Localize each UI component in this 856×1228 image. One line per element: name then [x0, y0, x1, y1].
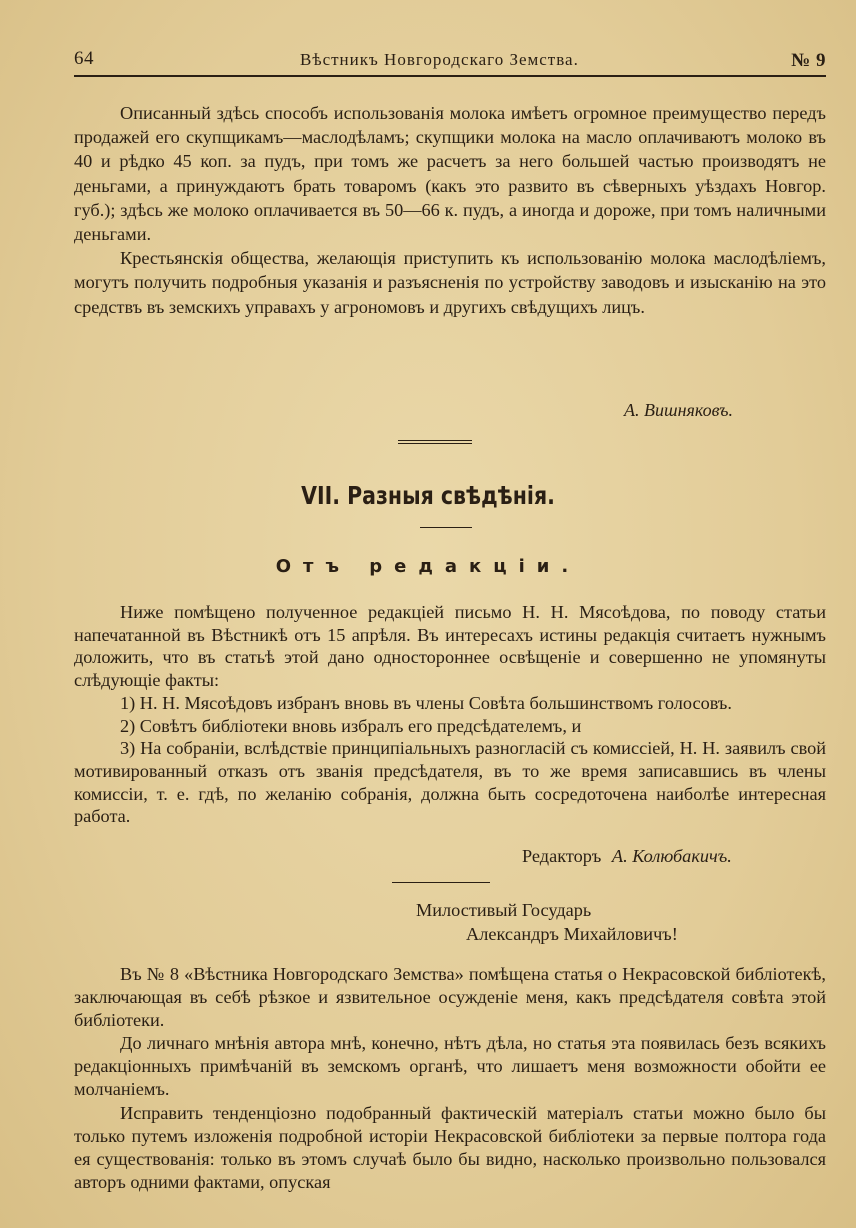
list-item: 2) Совѣтъ библіотеки вновь избралъ его предсѣдателемъ, и: [120, 715, 582, 736]
short-divider: [420, 527, 472, 528]
editor-label: Редакторъ: [522, 846, 602, 866]
list-item: 3) На собраніи, вслѣдствіе принципіальныхъ разногласій съ комиссіей, Н. Н. заявилъ свой мотивированный отказъ отъ званія предсѣдателя, въ то же время записавшись въ члены комиссіи, т. е. гдѣ, по желанію собранія, должна быть сосредоточена наиболѣе интересная работа.: [74, 738, 826, 827]
editor-signature: [522, 846, 732, 867]
salutation-line-2: Александръ Михайловичъ!: [466, 924, 678, 944]
page-number: 64: [74, 48, 94, 69]
paragraph: Ниже помѣщено полученное редакціей письмо Н. Н. Мясоѣдова, по поводу статьи напечатанной въ Вѣстникѣ отъ 15 апрѣля. Въ интересахъ истины редакція считаетъ нужнымъ доложить, что въ статьѣ этой дано одностороннее освѣщеніе и совершенно не упомянуты слѣдующіе факты:: [74, 602, 826, 691]
list-item: 1) Н. Н. Мясоѣдовъ избранъ вновь въ члены Совѣта большинствомъ голосовъ.: [120, 692, 732, 713]
section-subtitle: Отъ редакціи.: [275, 556, 581, 577]
article-signature: А. Вишняковъ.: [624, 400, 734, 420]
editor-name: А. Колюбакичъ.: [611, 846, 732, 866]
salutation-line-1: Милостивый Государь: [416, 900, 592, 920]
letter-divider: [392, 882, 490, 883]
paragraph: Описанный здѣсь способъ использованія молока имѣетъ огромное преимущество передъ продажей его скупщикамъ—маслодѣламъ; скупщики молока на масло оплачиваютъ молоко въ 40 и рѣдко 45 коп. за пудъ, при томъ же расчетъ за него большей частью производятъ не деньгами, а принуждаютъ брать товаромъ (какъ это развито въ сѣверныхъ уѣздахъ Новгор. губ.); здѣсь же молоко оплачивается въ 50—66 к. пудъ, а иногда и дороже, при томъ наличными деньгами.: [74, 103, 826, 245]
section-title: VII. Разныя свѣдѣнія.: [301, 481, 555, 510]
letter-text: [74, 963, 826, 1194]
header-rule: [74, 75, 826, 77]
editorial-text: [74, 601, 826, 828]
paragraph: До личнаго мнѣнія автора мнѣ, конечно, нѣтъ дѣла, но статья эта появилась безъ всякихъ редакціонныхъ примѣчаній въ земскомъ органѣ, что лишаетъ меня возможности обойти ее молчаніемъ.: [74, 1033, 826, 1100]
journal-title: Вѣстникъ Новгородскаго Земства.: [300, 50, 579, 69]
running-header: [74, 46, 826, 80]
issue-number: № 9: [791, 50, 826, 71]
paragraph: Исправить тенденціозно подобранный фактическій матеріалъ статьи можно было бы только путемъ изложенія подробной исторіи Некрасовской библіотеки за первые полтора года ея существованія: только въ этомъ случаѣ было бы видно, насколько произвольно пользовался авторъ одними фактами, опуская: [74, 1102, 826, 1192]
paragraph: Въ № 8 «Вѣстника Новгородскаго Земства» помѣщена статья о Некрасовской библіотекѣ, заключающая въ себѣ рѣзкое и язвительное осужденіе меня, какъ предсѣдателя совѣта этой библіотеки.: [74, 964, 826, 1031]
double-divider: [398, 440, 472, 444]
article-end-text: [74, 101, 826, 319]
paragraph: Крестьянскія общества, желающія приступить къ использованію молока маслодѣліемъ, могутъ получить подробныя указанія и разъясненія по устройству заводовъ и изысканію на это средствъ въ земскихъ управахъ у агрономовъ и другихъ свѣдущихъ лицъ.: [74, 248, 826, 317]
